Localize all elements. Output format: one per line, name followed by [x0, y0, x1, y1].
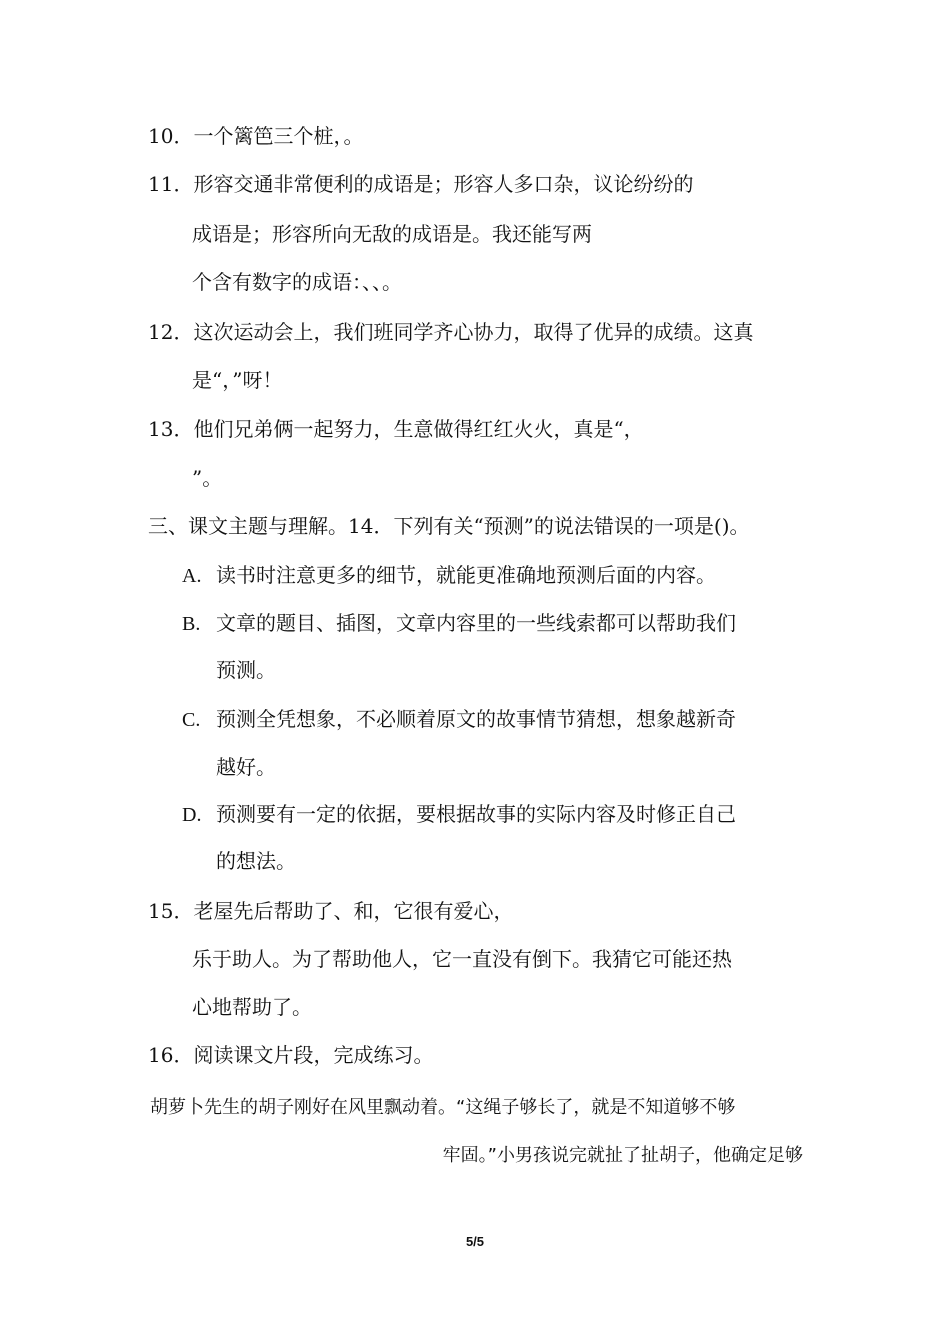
option-text-continuation: 的想法。	[216, 849, 296, 873]
question-number: 12．	[148, 320, 194, 344]
option-letter: A.	[182, 565, 202, 587]
question-text: 阅读课文片段，完成练习。	[193, 1043, 434, 1067]
question-text-line: 他们兄弟俩一起努力，生意做得红红火火，真是“，	[193, 417, 644, 441]
question-text-line: 是“，”呀！	[192, 368, 283, 392]
page-number: 5/5	[465, 1234, 485, 1249]
question-number: 10．	[148, 124, 194, 148]
question-text-line: 老屋先后帮助了、和，它很有爱心，	[193, 899, 514, 923]
question-text-line: 个含有数字的成语：、、。	[192, 270, 402, 294]
option-b	[182, 611, 736, 636]
option-letter: D.	[182, 804, 202, 826]
passage-line: 胡萝卜先生的胡子刚好在风里飘动着。“这绳子够长了，就是不知道够不够	[150, 1097, 736, 1118]
option-text-continuation: 预测。	[216, 658, 276, 682]
option-letter: C.	[182, 709, 201, 731]
option-text: 读书时注意更多的细节，就能更准确地预测后面的内容。	[216, 563, 716, 587]
option-text: 预测全凭想象，不必顺着原文的故事情节猜想，想象越新奇	[216, 707, 736, 731]
option-text-continuation: 越好。	[216, 755, 276, 779]
question-text-line: 乐于助人。为了帮助他人，它一直没有倒下。我猜它可能还热	[192, 947, 732, 971]
question-text: 一个篱笆三个桩，。	[193, 124, 364, 148]
question-text-line: 形容交通非常便利的成语是；形容人多口杂，议论纷纷的	[193, 172, 694, 196]
question-text-line: 成语是；形容所向无敌的成语是。我还能写两	[192, 222, 592, 246]
question-number: 15．	[148, 899, 194, 923]
section-heading: 三、课文主题与理解。14．下列有关“预测”的说法错误的一项是()。	[148, 514, 750, 538]
question-number: 13．	[148, 417, 194, 441]
option-d	[182, 802, 736, 827]
question-number: 16．	[148, 1043, 194, 1067]
option-text: 文章的题目、插图，文章内容里的一些线索都可以帮助我们	[216, 611, 736, 635]
question-text-line: 心地帮助了。	[192, 995, 312, 1019]
question-number: 11．	[148, 172, 194, 196]
question-text-line: 这次运动会上，我们班同学齐心协力，取得了优异的成绩。这真	[193, 320, 754, 344]
option-c	[182, 707, 736, 732]
option-letter: B.	[182, 613, 201, 635]
passage-line: 牢固。”小男孩说完就扯了扯胡子，他确定足够	[442, 1145, 803, 1166]
question-text-line: ”。	[192, 466, 223, 490]
option-a	[182, 563, 716, 588]
option-text: 预测要有一定的依据，要根据故事的实际内容及时修正自己	[216, 802, 736, 826]
